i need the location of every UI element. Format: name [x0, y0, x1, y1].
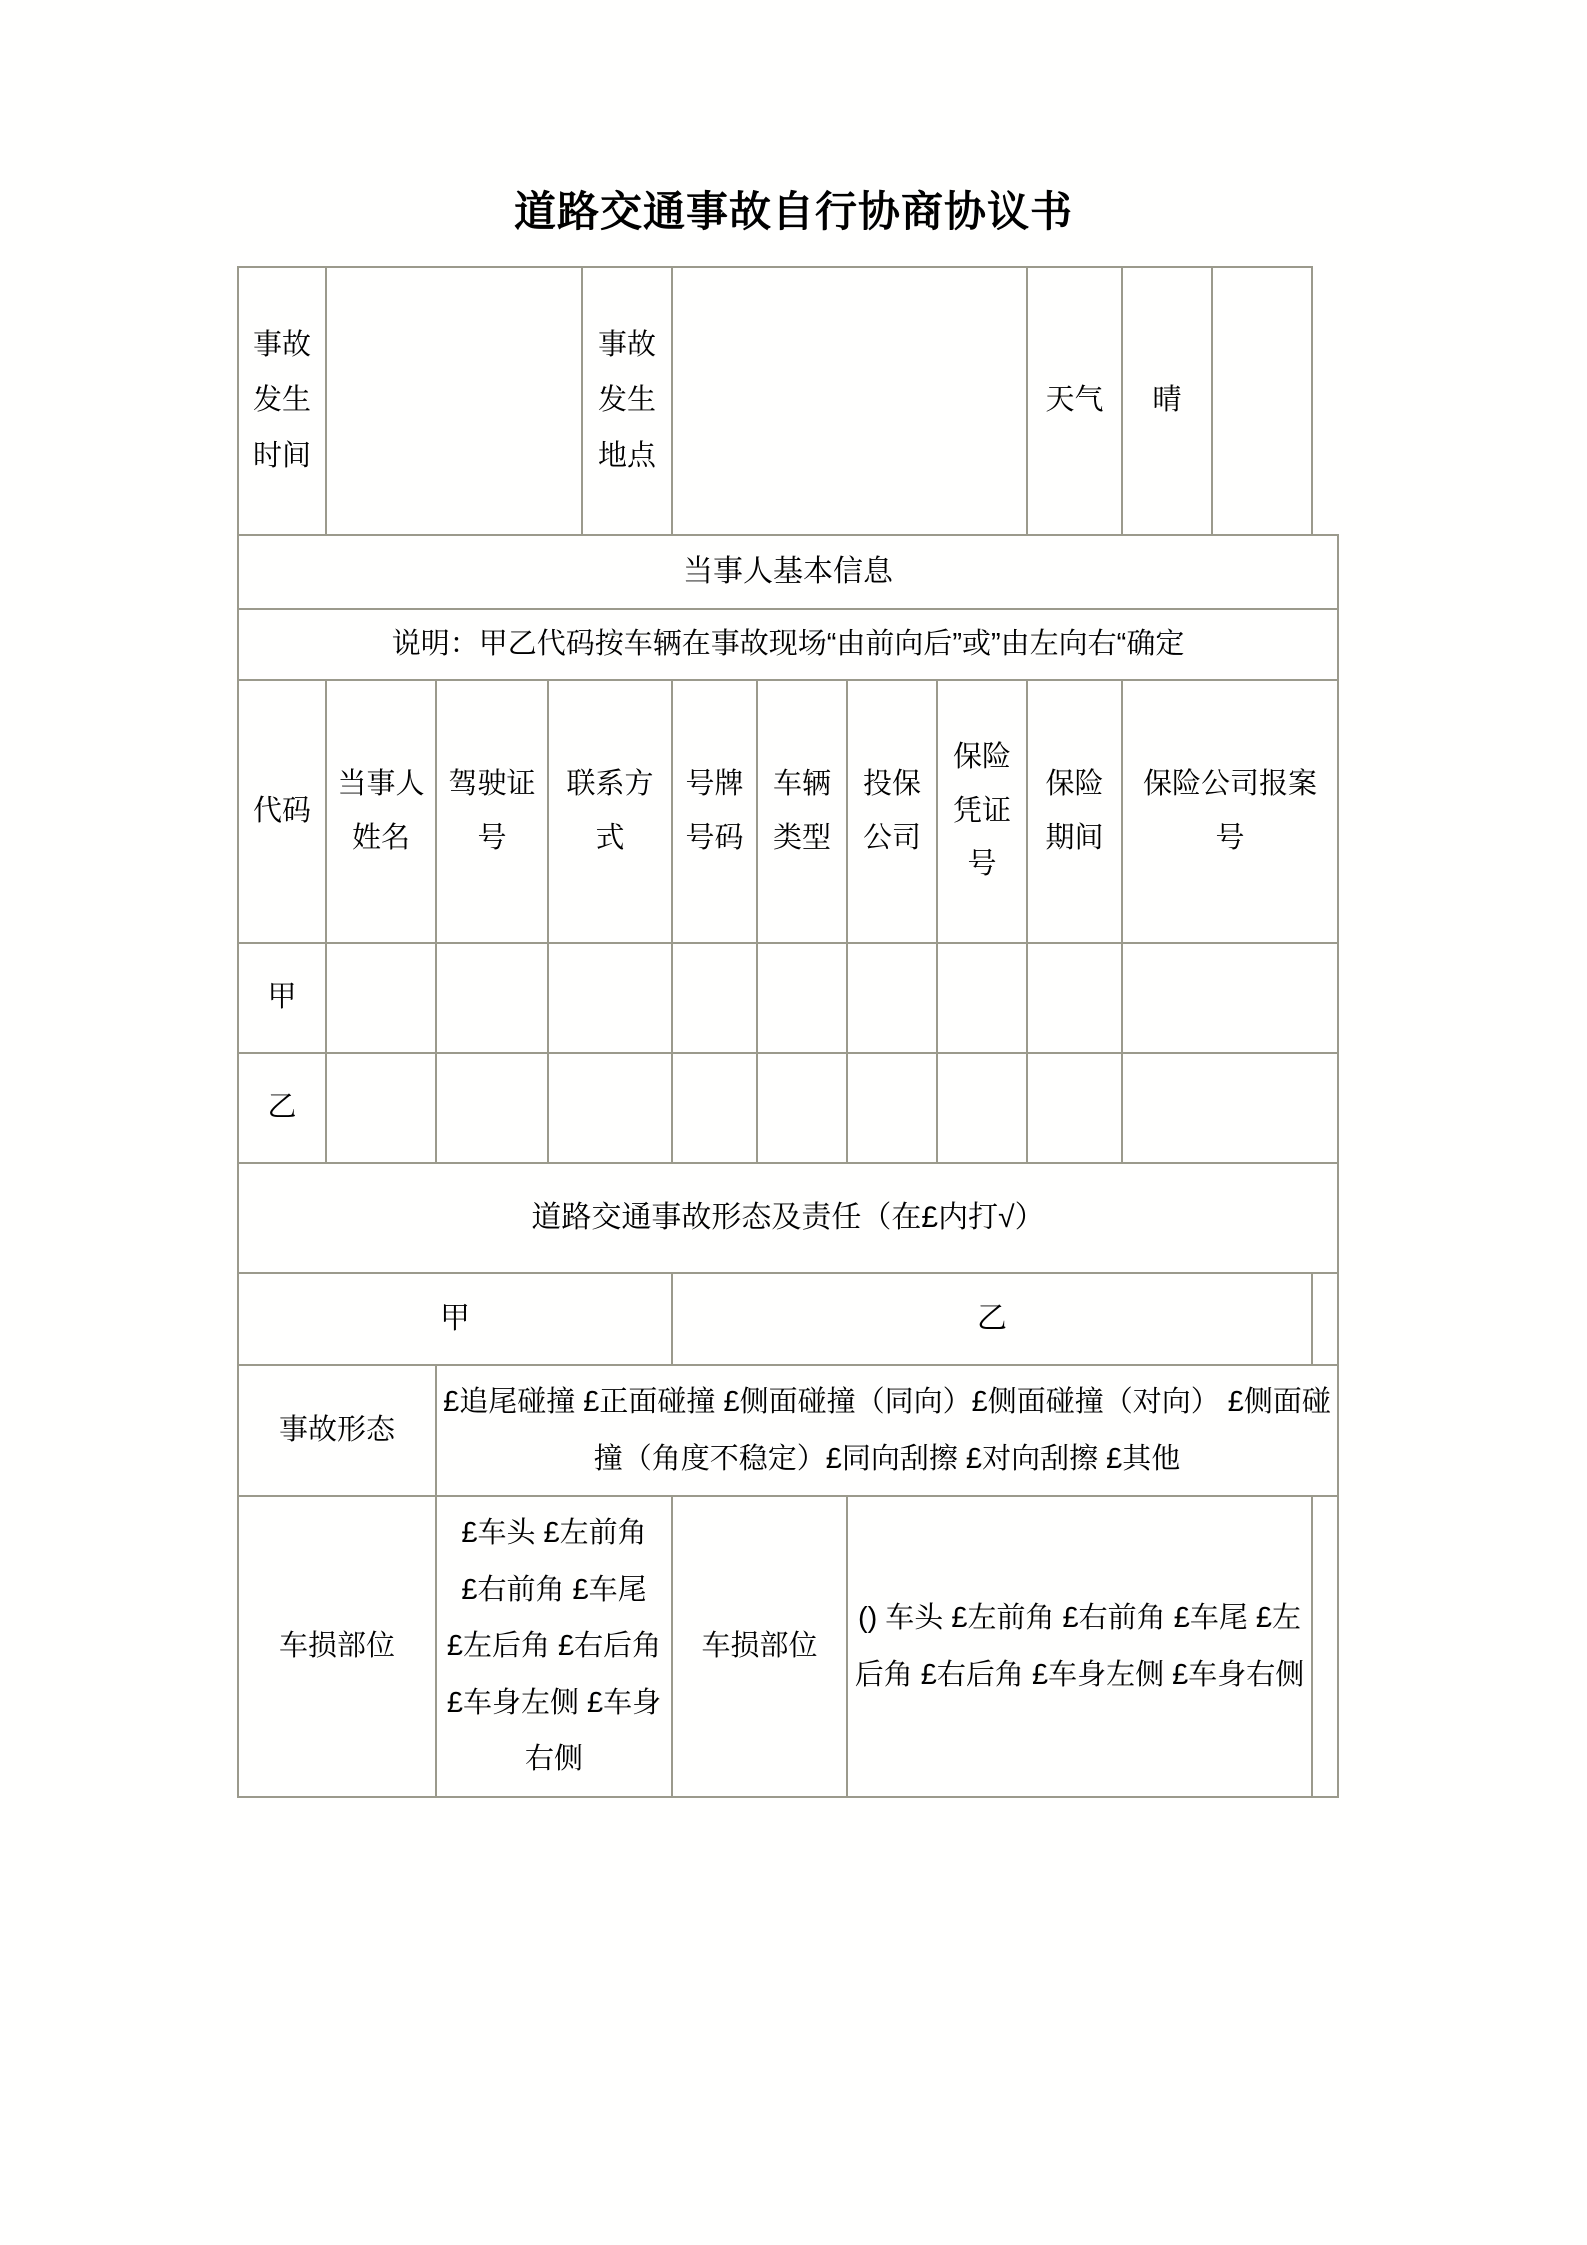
page-title: 道路交通事故自行协商协议书 — [513, 188, 1073, 235]
responsibility-section-heading: 道路交通事故形态及责任（在£内打√） — [238, 1163, 1338, 1273]
column-header-contact: 联系方式 — [548, 680, 672, 943]
damage-label-b: 车损部位 — [672, 1496, 847, 1797]
party-b-name[interactable] — [326, 1053, 436, 1163]
party-a-period[interactable] — [1027, 943, 1122, 1053]
party-section-note: 说明：甲乙代码按车辆在事故现场“由前向后”或”由左向右“确定 — [238, 609, 1338, 681]
damage-options-b[interactable]: () 车头 £左前角 £右前角 £车尾 £左后角 £右后角 £车身左侧 £车身右侧 — [847, 1496, 1312, 1797]
party-b-code: 乙 — [238, 1053, 326, 1163]
responsibility-heading-row — [238, 1163, 1338, 1273]
responsibility-spacer — [1312, 1273, 1338, 1365]
agreement-table-wrapper — [237, 266, 1337, 1798]
party-a-vehicle-type[interactable] — [757, 943, 847, 1053]
party-a-contact[interactable] — [548, 943, 672, 1053]
damage-parts-row — [238, 1496, 1338, 1797]
accident-shape-label: 事故形态 — [238, 1365, 436, 1496]
party-b-license[interactable] — [436, 1053, 548, 1163]
damage-row-spacer — [1312, 1496, 1338, 1797]
party-a-license[interactable] — [436, 943, 548, 1053]
accident-shape-options[interactable]: £追尾碰撞 £正面碰撞 £侧面碰撞（同向）£侧面碰撞（对向） £侧面碰撞（角度不稳定）£同向刮擦 £对向刮擦 £其他 — [436, 1365, 1338, 1496]
column-header-plate: 号牌号码 — [672, 680, 757, 943]
accident-place-value[interactable] — [672, 267, 1027, 535]
column-header-code: 代码 — [238, 680, 326, 943]
party-b-vehicle-type[interactable] — [757, 1053, 847, 1163]
responsibility-party-b-label: 乙 — [672, 1273, 1312, 1365]
accident-place-label: 事故发生地点 — [582, 267, 672, 535]
party-b-period[interactable] — [1027, 1053, 1122, 1163]
damage-label-a: 车损部位 — [238, 1496, 436, 1797]
column-header-license: 驾驶证号 — [436, 680, 548, 943]
agreement-table — [237, 266, 1339, 1798]
party-note-row — [238, 609, 1338, 681]
party-a-name[interactable] — [326, 943, 436, 1053]
party-a-claim-no[interactable] — [1122, 943, 1338, 1053]
party-heading-row — [238, 535, 1338, 609]
party-b-claim-no[interactable] — [1122, 1053, 1338, 1163]
damage-options-a[interactable]: £车头 £左前角 £右前角 £车尾 £左后角 £右后角 £车身左侧 £车身右侧 — [436, 1496, 672, 1797]
party-a-code: 甲 — [238, 943, 326, 1053]
party-b-policy-no[interactable] — [937, 1053, 1027, 1163]
column-header-insurer: 投保公司 — [847, 680, 937, 943]
column-header-policy-no: 保险凭证号 — [937, 680, 1027, 943]
party-columns-ab-row — [238, 1273, 1338, 1365]
table-row — [238, 943, 1338, 1053]
party-a-insurer[interactable] — [847, 943, 937, 1053]
column-header-name: 当事人姓名 — [326, 680, 436, 943]
party-b-insurer[interactable] — [847, 1053, 937, 1163]
accident-info-row — [238, 267, 1338, 535]
accident-time-value[interactable] — [326, 267, 582, 535]
party-columns-row — [238, 680, 1338, 943]
accident-shape-row — [238, 1365, 1338, 1496]
column-header-period: 保险期间 — [1027, 680, 1122, 943]
column-header-claim-no: 保险公司报案号 — [1122, 680, 1338, 943]
weather-label: 天气 — [1027, 267, 1122, 535]
party-a-policy-no[interactable] — [937, 943, 1027, 1053]
weather-value[interactable]: 晴 — [1122, 267, 1212, 535]
responsibility-party-a-label: 甲 — [238, 1273, 672, 1365]
party-b-plate[interactable] — [672, 1053, 757, 1163]
party-a-plate[interactable] — [672, 943, 757, 1053]
accident-time-label: 事故发生时间 — [238, 267, 326, 535]
accident-info-spacer — [1212, 267, 1312, 535]
table-row — [238, 1053, 1338, 1163]
column-header-vehicle-type: 车辆类型 — [757, 680, 847, 943]
party-b-contact[interactable] — [548, 1053, 672, 1163]
party-section-heading: 当事人基本信息 — [238, 535, 1338, 609]
